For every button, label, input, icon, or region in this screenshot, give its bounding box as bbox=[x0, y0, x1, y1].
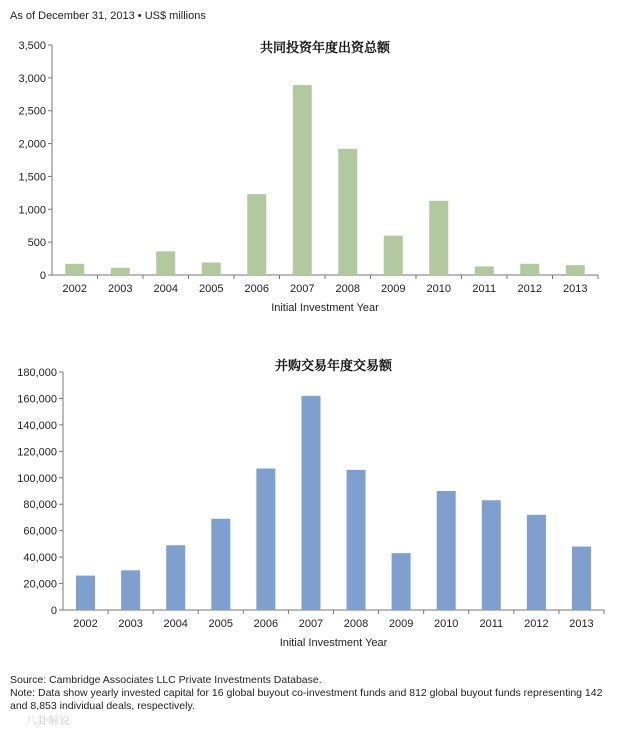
bar-2007 bbox=[293, 85, 312, 275]
x-tick-label: 2007 bbox=[298, 618, 324, 630]
x-tick-label: 2005 bbox=[199, 283, 224, 295]
bar-2002 bbox=[65, 264, 84, 275]
y-tick-label: 120,000 bbox=[17, 446, 57, 459]
bar-2011 bbox=[475, 266, 494, 275]
y-tick-label: 140,000 bbox=[17, 419, 57, 432]
x-tick-label: 2008 bbox=[335, 283, 360, 295]
x-tick-label: 2003 bbox=[108, 283, 133, 295]
y-tick-label: 1,500 bbox=[18, 171, 46, 184]
x-tick-label: 2013 bbox=[569, 618, 594, 630]
x-axis-title: Initial Investment Year bbox=[279, 637, 388, 649]
y-tick-label: 2,000 bbox=[18, 138, 46, 151]
x-tick-label: 2005 bbox=[208, 618, 234, 630]
y-tick-label: 0 bbox=[50, 605, 57, 617]
chart-title: 共同投资年度出资总额 bbox=[259, 41, 391, 56]
footer bbox=[10, 674, 616, 713]
source-note: Source: Cambridge Associates LLC Private Investments Database. bbox=[10, 674, 322, 686]
bar-2008 bbox=[347, 470, 366, 610]
bar-2007 bbox=[301, 396, 320, 610]
x-tick-label: 2002 bbox=[73, 618, 98, 630]
y-tick-label: 0 bbox=[39, 270, 46, 282]
y-tick-label: 160,000 bbox=[17, 393, 57, 406]
y-tick-label: 20,000 bbox=[23, 578, 57, 591]
y-tick-label: 500 bbox=[27, 237, 46, 250]
y-tick-label: 3,500 bbox=[18, 40, 46, 52]
bar-2004 bbox=[156, 251, 175, 275]
header-note: As of December 31, 2013 • US$ millions bbox=[10, 10, 206, 22]
chart-title: 并购交易年度交易额 bbox=[274, 359, 393, 374]
x-tick-label: 2004 bbox=[163, 618, 188, 630]
bar-2006 bbox=[247, 194, 266, 275]
bar-2005 bbox=[211, 519, 230, 610]
y-tick-label: 100,000 bbox=[17, 472, 57, 485]
x-tick-label: 2002 bbox=[62, 283, 87, 295]
bar-2011 bbox=[482, 500, 501, 610]
x-tick-label: 2007 bbox=[290, 283, 315, 295]
bar-2009 bbox=[384, 236, 403, 275]
y-tick-label: 2,500 bbox=[18, 105, 46, 118]
y-tick-label: 180,000 bbox=[17, 367, 57, 379]
x-tick-label: 2004 bbox=[153, 283, 178, 295]
y-tick-label: 1,000 bbox=[18, 204, 46, 217]
x-tick-label: 2003 bbox=[118, 618, 143, 630]
coinvestment-bar-chart bbox=[0, 28, 626, 328]
bar-2006 bbox=[256, 469, 275, 610]
bar-2013 bbox=[572, 547, 591, 610]
bar-2012 bbox=[520, 264, 539, 275]
x-tick-label: 2012 bbox=[517, 283, 542, 295]
bar-2005 bbox=[202, 263, 221, 275]
x-tick-label: 2011 bbox=[472, 283, 497, 295]
bar-2002 bbox=[76, 576, 95, 610]
y-tick-label: 80,000 bbox=[23, 499, 57, 512]
bar-2010 bbox=[437, 491, 456, 610]
x-tick-label: 2011 bbox=[479, 618, 504, 630]
bar-2003 bbox=[111, 268, 130, 275]
bar-2013 bbox=[566, 265, 585, 275]
y-tick-label: 3,000 bbox=[18, 72, 46, 85]
bar-2003 bbox=[121, 570, 140, 610]
x-tick-label: 2009 bbox=[388, 618, 414, 630]
watermark: 八卦解说 bbox=[26, 715, 70, 727]
x-tick-label: 2012 bbox=[524, 618, 549, 630]
x-axis-title: Initial Investment Year bbox=[271, 302, 379, 314]
x-tick-label: 2010 bbox=[433, 618, 459, 630]
y-tick-label: 40,000 bbox=[23, 552, 57, 565]
x-tick-label: 2006 bbox=[253, 618, 279, 630]
x-tick-label: 2010 bbox=[426, 283, 451, 295]
x-tick-label: 2009 bbox=[381, 283, 406, 295]
bar-2009 bbox=[392, 553, 411, 610]
data-note: Note: Data show yearly invested capital for 16 global buyout co-investment funds and 812 global buyout funds representing 142 and 8,853 individual deals, respectively. bbox=[10, 687, 603, 712]
bar-2012 bbox=[527, 515, 546, 610]
x-tick-label: 2006 bbox=[244, 283, 269, 295]
bar-2004 bbox=[166, 545, 185, 610]
buyout-bar-chart bbox=[0, 352, 626, 662]
bar-2008 bbox=[338, 149, 357, 275]
y-tick-label: 60,000 bbox=[23, 525, 57, 538]
x-tick-label: 2008 bbox=[343, 618, 369, 630]
bar-2010 bbox=[429, 201, 448, 275]
x-tick-label: 2013 bbox=[563, 283, 588, 295]
